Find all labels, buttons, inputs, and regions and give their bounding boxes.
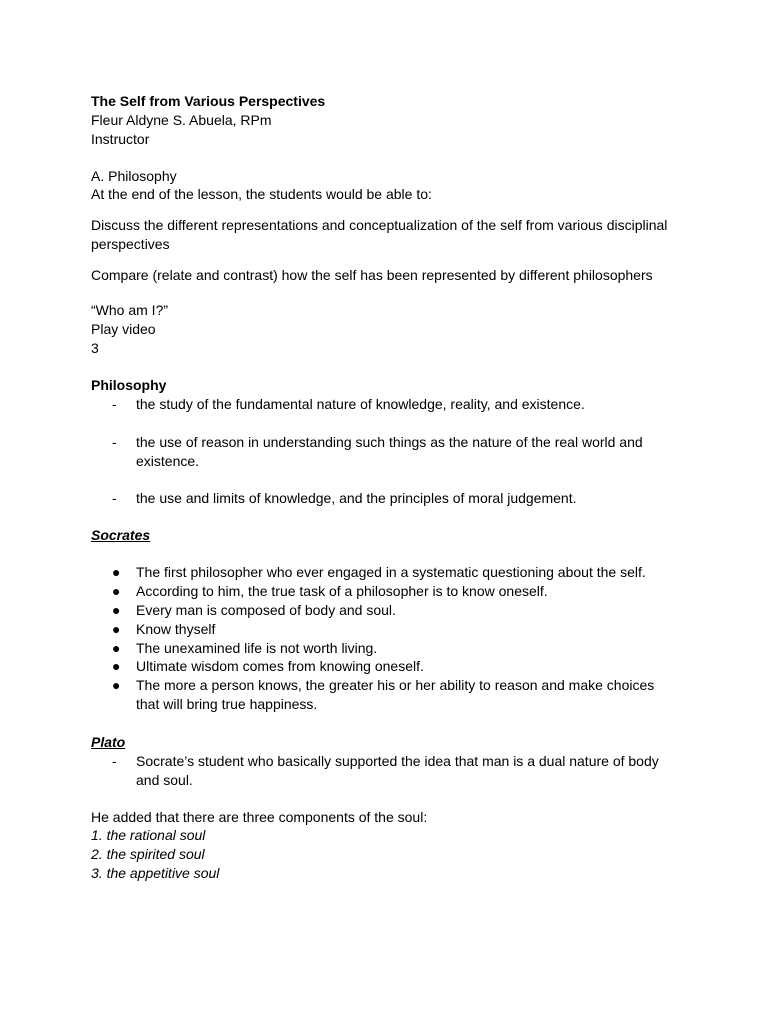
author-role: Instructor: [91, 131, 150, 147]
bullet-marker: ●: [112, 621, 121, 637]
philosophy-heading: Philosophy: [91, 377, 167, 393]
question-text: “Who am I?”: [91, 302, 169, 318]
socrates-item-1: The first philosopher who ever engaged in a systematic questioning about the self.: [136, 564, 646, 580]
objectives-lead: At the end of the lesson, the students would be able to:: [91, 186, 432, 202]
socrates-heading: Socrates: [91, 527, 151, 543]
plato-item-1: Socrate’s student who basically supported the idea that man is a dual nature of body and soul.: [136, 753, 659, 788]
socrates-item-5: The unexamined life is not worth living.: [136, 640, 378, 656]
soul-component-3: 3. the appetitive soul: [91, 865, 220, 881]
philosophy-item-1: the study of the fundamental nature of knowledge, reality, and existence.: [136, 396, 585, 412]
section-heading: A. Philosophy: [91, 168, 177, 184]
bullet-marker: ●: [112, 640, 121, 656]
socrates-item-3: Every man is composed of body and soul.: [136, 602, 396, 618]
plato-heading: Plato: [91, 734, 126, 750]
author-name: Fleur Aldyne S. Abuela, RPm: [91, 112, 272, 128]
dash-marker: -: [112, 396, 117, 412]
socrates-item-6: Ultimate wisdom comes from knowing oneself.: [136, 658, 424, 674]
dash-marker: -: [112, 434, 117, 450]
bullet-marker: ●: [112, 564, 121, 580]
play-video-text: Play video: [91, 321, 156, 337]
philosophy-item-3: the use and limits of knowledge, and the principles of moral judgement.: [136, 490, 577, 506]
socrates-item-7: The more a person knows, the greater his or her ability to reason and make choices that will bring true happiness.: [136, 677, 655, 712]
document-title: The Self from Various Perspectives: [91, 93, 326, 109]
dash-marker: -: [112, 753, 117, 769]
socrates-item-4: Know thyself: [136, 621, 216, 637]
socrates-item-2: According to him, the true task of a philosopher is to know oneself.: [136, 583, 548, 599]
soul-component-2: 2. the spirited soul: [91, 846, 205, 862]
bullet-marker: ●: [112, 658, 121, 674]
soul-component-1: 1. the rational soul: [91, 827, 206, 843]
bullet-marker: ●: [112, 677, 121, 693]
bullet-marker: ●: [112, 583, 121, 599]
bullet-marker: ●: [112, 602, 121, 618]
page-number-text: 3: [91, 340, 99, 356]
dash-marker: -: [112, 490, 117, 506]
objective-1: Discuss the different representations and conceptualization of the self from various disciplinal perspectives: [91, 217, 668, 252]
philosophy-item-2: the use of reason in understanding such things as the nature of the real world and existence.: [136, 434, 643, 469]
soul-components-lead: He added that there are three components of the soul:: [91, 809, 428, 825]
objective-2: Compare (relate and contrast) how the self has been represented by different philosophers: [91, 267, 653, 283]
